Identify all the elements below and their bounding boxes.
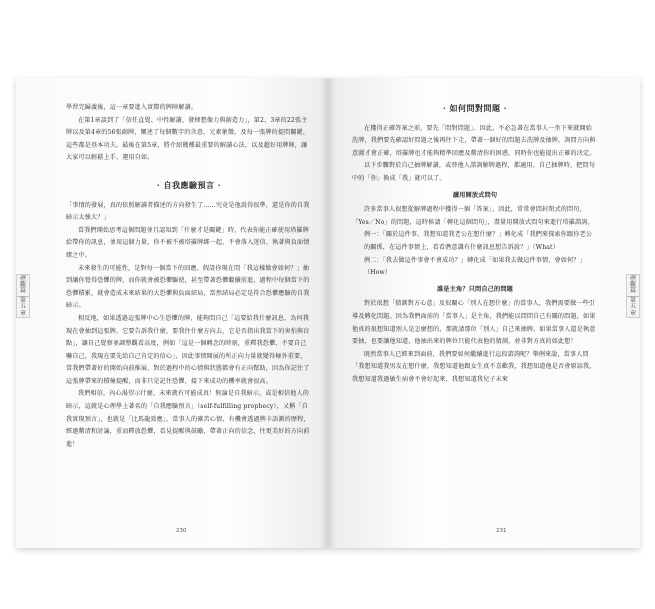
paragraph: 在獲得正確答案之前，要先「問對問題」。因此，不必急著在當事人一坐下來就開始洗牌，我們要先確認好問題之後再往下走，帶著一個好的問題去洗牌及抽牌，詢問方向與意圖才會正確，塔羅牌也才能夠精準回應及釐清你的困惑，同時你也能提出正確的決定。 xyxy=(352,124,596,157)
section-title: · 自我應驗預言 · xyxy=(156,179,222,190)
example-paragraph: 例二：「我去做這件事會不會成功？」轉化成「如果我去做這件事情，會如何？」（How） xyxy=(364,256,586,277)
paragraph: 對於很想「猜測對方心意」及很關心「別人在想什麼」的當事人，我們需要做一些引導及轉化問題。因為我們面前的「當事人」是主角，我們能以問問自己有關的問題，如果他真的很想知道別人是怎麼想的，那就請那位「別人」自己來抽牌，如果當事人還是執意要抽，也要讓他知道，他抽出來的牌位只能代表他的猜測，並非對方真的如此想！ xyxy=(352,300,596,346)
paragraph: 當我們開始思考這個問題並且認知到「什麼才是關鍵」時，代表你能正確使用塔羅牌給帶你的訊息，並用這個力量，你不被不被塔羅牌綁一起，不會落入迷信、執著與負面情緒之中。 xyxy=(66,226,310,259)
left-page-body xyxy=(66,102,312,451)
right-page-body xyxy=(352,102,598,386)
paragraph: 既然當事人已經來到面前，我們要如何繼續進行這段諮詢呢？舉例來說，當事人問「我想知道我男友在想什麼，我想知道他跟女生真不喜歡我，我想知道他是否會原諒我，我想知道我過敏生病會不會好起來，我想知道我兒子未來 xyxy=(352,350,596,383)
page-number: 231 xyxy=(496,528,507,534)
section-title: · 如何問對問題 · xyxy=(442,103,508,113)
paragraph: 相反地，如果透過這張牌中心生恐懼的牌，能夠問自己「這要給我什麼訊息，為何我現在會抽到這張牌，它要告訴我什麼，要我往什麼方向去，它是否指出我當下的害怕與盲點」，讓自己覺察並調整觀看高度，例如「這是一個轉念的時刻，重釋我恐懼，不要自己嚇自己，我現在要先給自己肯定的信心」，因此事情開展的所正向力量就變得極外重要，當我們帶著好的開始向前推展，對於過程中的心情與狀態都會有正向幫助，因為你記住了這張牌帶來的積極提醒，而非只是記住恐懼，接下來成功的機率就會很高。 xyxy=(66,314,310,385)
paragraph: 未來發生的可能性，是對每一個當下的回應。假設你現在問「我這樣做會如何？」抽到讓你覺得恐懼的牌，而你就會被恐懼驅使，甚至帶著恐懼繼續前進，過程中每個當下的恐懼積累，就會造成未來結果的大恐懼與負面結局，當然結局必定是符合恐懼應驗的自我暗示。 xyxy=(66,264,310,310)
paragraph: 許多當事人很想從解牌過程中獲得一個「答案」，因此，常常會問封閉式的問句，「Yes／No」的問題，這時候請「轉化這個問句」，盡量用開放式問句來進行塔羅諮詢。 xyxy=(352,206,594,226)
paragraph: 在第1章談到了「信任直覺、中性解讀、發揮想像力與創造力」，第2、3章的22張主牌以及第4章的56張副牌，闡述了每個數字的含意、元素象徵，及每一張牌的提問關鍵，這些都是基本功夫。最後在第5章，將介紹幾種最重要的解讀心法，以及超好用牌陣，讓大家可以輕鬆上手、運用自如。 xyxy=(66,116,310,162)
paragraph: 以下步驟對於自己抽牌解讀，或替他人諮詢解牌過程，都適用。自己抽牌時，把問句中的「你」換成「我」就可以了。 xyxy=(352,162,596,182)
subsection-title: 誰是主角？只問自己的問題 xyxy=(436,285,514,293)
chapter-tab-left: 讀 觀 篇 第 五 章 xyxy=(16,274,30,318)
subsection-title: 讀用開放式問句 xyxy=(452,191,498,199)
paragraph: 「事情的發展，真的依照解讀者描述的方向發生了……究竟是他說得很準，還是你的自我暗示太強大？」 xyxy=(66,201,310,222)
example-paragraph: 例一：「關於這件事，我想知道我老公在想什麼？」轉化成「我們來探索你跟你老公的關係，在這件事情上，看看潛意識有什麼訊息想告訴說？」（What） xyxy=(364,231,592,251)
book-gutter xyxy=(320,78,336,548)
book-spread xyxy=(16,78,640,548)
left-page xyxy=(16,78,328,548)
page-number: 230 xyxy=(176,528,187,534)
paragraph: 學習完歸義後，這一章要進入實際的牌陣解讀。 xyxy=(66,104,198,111)
paragraph: 我們相信，內心渴望示什麼，未來就有可能成真！無論是自我暗示，或是相信他人的暗示，這就是心理學上著名的「自我應驗預言」（self-fulfilling prophecy），又稱「自我實現預言」，也就是「比馬龍效應」，當事人的確苦心情，有機會透過牌卡語測的歷程，經過釐清和討論，重而釋放恐懼，看見提醒與鼓勵，帶著正向的信念，往更美好的方向前進！ xyxy=(66,390,310,448)
chapter-tab-right: 讀 觀 篇 第 五 章 xyxy=(626,274,640,318)
right-page xyxy=(328,78,640,548)
